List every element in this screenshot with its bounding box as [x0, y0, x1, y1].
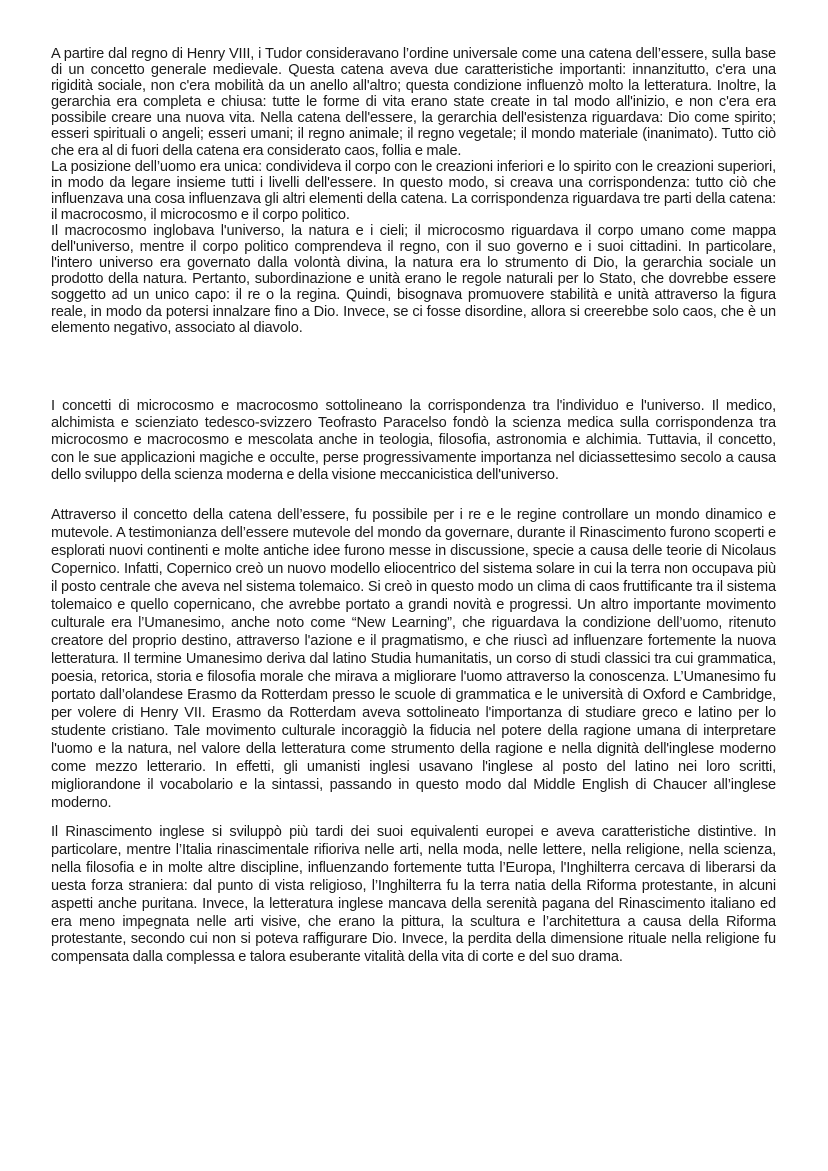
paragraph-man-position: La posizione dell’uomo era unica: condivideva il corpo con le creazioni inferiori e lo spirito con le creazioni superiori, in modo da legare insieme tutti i livelli dell'essere. In questo modo, si creava una corrispondenza: tutto ciò che influenzava una cosa influenzava gli altri elementi della catena. La corrispondenza riguardava tre parti della catena: il macrocosmo, il microcosmo e il corpo politico.: [51, 158, 776, 223]
paragraph-humanism: [51, 506, 776, 812]
paragraph-microcosm-macrocosm: [51, 398, 776, 484]
paragraph-rinascimento-inglese: Il Rinascimento inglese si sviluppò più tardi dei suoi equivalenti europei e aveva caratteristiche distintive. In particolare, mentre l’Italia rinascimentale rifioriva nelle arti, nella moda, nelle lettere, nella religione, nella scienza, nella filosofia e in molte altre discipline, influenzando fortemente tutta l’Europa, l'Inghilterra cercava di liberarsi da uesta forza straniera: dal punto di vista religioso, l’Inghilterra fu la terra natia della Riforma protestante, in alcuni aspetti anche puritana. Invece, la letteratura inglese mancava della serenità pagana del Rinascimento italiano ed era meno impegnata nelle arti visive, che erano la pittura, la scultura e l’architettura a causa della Riforma protestante, secondo cui non si poteva raffigurare Dio. Invece, la perdita della dimensione rituale nella religione fu compensata dalla complessa e talora esuberante vitalità della vita di corte e del suo drama.: [51, 824, 776, 966]
paragraph-chain-of-being: [51, 46, 776, 336]
paragraph-macrocosm: Il macrocosmo inglobava l'universo, la natura e i cieli; il microcosmo riguardava il corpo umano come mappa dell'universo, mentre il corpo politico comprendeva il regno, con il suo governo e i suoi cittadini. In particolare, l'intero universo era governato dalla volontà divina, la natura era lo strumento di Dio, la gerarchia sociale un prodotto della natura. Pertanto, subordinazione e unità erano le regole naturali per lo Stato, che dovrebbe essere soggetto ad un unico capo: il re o la regina. Quindi, bisognava promuovere stabilità e unità attraverso la figura reale, in modo da potersi innalzare fino a Dio. Invece, se ci fosse disordine, allora si creerebbe solo caos, che è un elemento negativo, associato al diavolo.: [51, 223, 776, 336]
paragraph-copernico-umanesimo: Attraverso il concetto della catena dell’essere, fu possibile per i re e le regine controllare un mondo dinamico e mutevole. A testimonianza dell’essere mutevole del mondo da governare, durante il Rinascimento furono scoperti e esplorati nuovi continenti e molte antiche idee furono messe in discussione, specie a causa delle teorie di Nicolaus Copernico. Infatti, Copernico creò un nuovo modello eliocentrico del sistema solare in cui la terra non occupava più il posto centrale che aveva nel sistema tolemaico. Si creò in questo modo un clima di caos fruttificante tra il sistema tolemaico e quello copernicano, che avrebbe portato a grandi novità e progressi. Un altro importante movimento culturale era l’Umanesimo, anche noto come “New Learning”, che riguardava la condizione dell’uomo, ritenuto creatore del proprio destino, attraverso l'azione e il pragmatismo, e che riuscì ad influenzare fortemente la nuova letteratura. Il termine Umanesimo deriva dal latino Studia humanitatis, un corso di studi classici tra cui grammatica, poesia, retorica, storia e filosofia morale che mirava a migliorare l'uomo attraverso la conoscenza. L’Umanesimo fu portato dall’olandese Erasmo da Rotterdam presso le scuole di grammatica e le università di Oxford e Cambridge, per volere di Henry VII. Erasmo da Rotterdam aveva sottolineato l'importanza di studiare greco e latino per lo studente cristiano. Tale movimento culturale incoraggiò la fiducia nel potere della ragione umana di interpretare l'uomo e la natura, nel valore della letteratura come strumento della ragione e nella dignità dell'inglese moderno come mezzo letterario. In effetti, gli umanisti inglesi usavano l'inglese al posto del latino nei loro scritti, migliorandone il vocabolario e la sintassi, passando in questo modo dal Middle English di Chaucer all’inglese moderno.: [51, 507, 776, 811]
paragraph-tudor-order: A partire dal regno di Henry VIII, i Tudor consideravano l’ordine universale come una catena dell’essere, sulla base di un concetto generale medievale. Questa catena aveva due caratteristiche importanti: innanzitutto, c'era una rigidità sociale, non c'era mobilità da un anello all'altro; questa condizione influenzò molto la letteratura. Inoltre, la gerarchia era completa e chiusa: tutte le forme di vita erano state create in tal modo all'inizio, e non c'era era possibile creare una nuova vita. Nella catena dell'essere, la gerarchia dell'esistenza riguardava: Dio come spirito; esseri spirituali o angeli; esseri umani; il regno animale; il regno vegetale; il mondo materiale (inanimato). Tutto ciò che era al di fuori della catena era considerato caos, follia e male.: [51, 46, 776, 159]
paragraph-english-renaissance: [51, 824, 776, 967]
paragraph-paracelso: I concetti di microcosmo e macrocosmo sottolineano la corrispondenza tra l'individuo e l'universo. Il medico, alchimista e scienziato tedesco-svizzero Teofrasto Paracelso fondò la scienza medica sulla corrispondenza tra microcosmo e macrocosmo e mescolata anche in teologia, filosofia, astronomia e alchimia. Tuttavia, il concetto, con le sue applicazioni magiche e occulte, perse progressivamente importanza nel diciassettesimo secolo a causa dello sviluppo della scienza moderna e della visione meccanicistica dell'universo.: [51, 398, 776, 483]
